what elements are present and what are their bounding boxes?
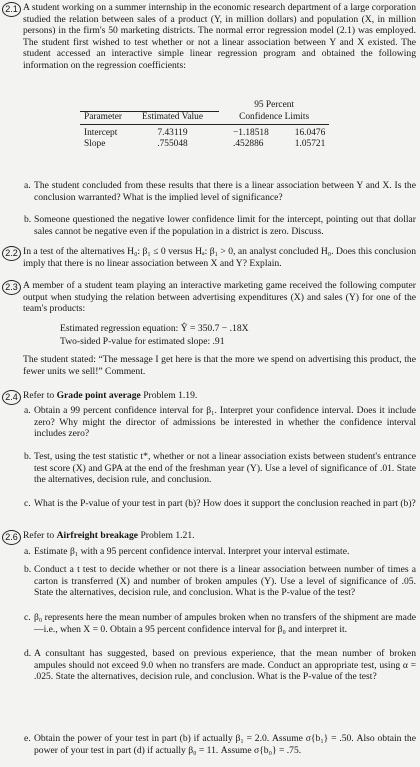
problem-2-6-part-e [24, 733, 416, 756]
col-confidence-limits: Confidence Limits [219, 112, 329, 125]
problem-2-4-part-b [24, 451, 416, 486]
part-text: β₀ represents here the mean number of ampules broken when no transfers of the shipment are made—i.e., when X = 0. Obtain a 95 percent confidence interval for β₀ and interpret it. [34, 612, 416, 635]
problem-2-6-part-d [24, 648, 416, 683]
part-text: Estimate β₁ with a 95 percent confidence interval. Interpret your interval estimate. [34, 546, 350, 557]
table-cell: Slope [84, 139, 106, 150]
table-cell: 7.43119 [157, 127, 188, 138]
lead-text: Refer to [23, 530, 55, 541]
problem-text: In a test of the alternatives H₀: β₁ ≤ 0 versus Hₐ: β₁ > 0, an analyst concluded H₀. Does this conclusion imply that there is no linear association between X and Y? Explain. [23, 246, 416, 269]
part-label: c. [24, 498, 31, 509]
lead-tail: Problem 1.21. [140, 530, 195, 541]
problem-number: 2.6 [2, 530, 21, 545]
col-estimated-value: Estimated Value [126, 112, 219, 125]
data-set-name: Grade point average [56, 390, 141, 401]
table-cell: 1.05721 [294, 139, 326, 150]
part-label: b. [24, 564, 32, 575]
problem-lead [23, 530, 416, 542]
problem-text: A student working on a summer internship in the economic research department of a large corporation studied the relation between sales of a product (Y, in million dollars) and population (X, in million persons) in the firm's 50 marketing districts. The normal error regression model (2.1) was employed. The student first wished to test whether or not a linear association between Y and X existed. The student accessed an interactive simple linear regression program and obtained the following information on the regression coefficients: [23, 2, 416, 71]
problem-number: 2.3 [2, 280, 21, 295]
lead-text: Refer to [23, 390, 55, 401]
problem-text: The student stated: “The message I get here is that the more we spend on advertising this product, the fewer units we sell!” Comment. [23, 354, 416, 377]
problem-2-4-part-c [24, 498, 416, 510]
part-text: Test, using the test statistic t*, whether or not a linear association exists between student's entrance test score (X) and GPA at the end of the freshman year (Y). Use a level of significance of .01. State the alternatives, decision rule, and conclusion. [34, 451, 416, 486]
part-text: Conduct a t test to decide whether or not there is a linear association between number of times a carton is transferred (X) and number of broken ampules (Y). Use a level of significance of .05. State the alternatives, decision rule, and conclusion. What is the P-value of the test? [34, 564, 416, 599]
problem-text: A member of a student team playing an interactive marketing game received the following computer output when studying the relation between advertising expenditures (X) and sales (Y) for one of the team's products: [23, 280, 416, 315]
problem-number: 2.4 [2, 390, 21, 405]
part-label: a. [24, 546, 31, 557]
col-parameter: Parameter [80, 112, 126, 125]
table-cell: Intercept [84, 127, 118, 138]
part-label: d. [24, 648, 32, 659]
problem-2-4-part-a [24, 405, 416, 440]
regression-equation: Estimated regression equation: Ŷ = 350.7 − .18X [60, 323, 249, 334]
problem-2-6-part-a [24, 546, 416, 558]
problem-2-1-part-a [24, 180, 416, 203]
problem-number: 2.1 [2, 2, 21, 17]
part-label: b. [24, 214, 32, 225]
part-label: b. [24, 451, 32, 462]
part-label: c. [24, 612, 31, 623]
table-cell: .755048 [157, 139, 188, 150]
problem-number: 2.2 [2, 246, 21, 261]
part-text: Someone questioned the negative lower confidence limit for the intercept, pointing out that dollar sales cannot be negative even if the population in a district is zero. Discuss. [34, 214, 416, 237]
part-label: a. [24, 180, 31, 191]
slope-p-value: Two-sided P-value for estimated slope: .91 [60, 336, 225, 347]
lead-tail: Problem 1.19. [143, 390, 198, 401]
data-set-name: Airfreight breakage [56, 530, 139, 541]
part-label: e. [24, 733, 31, 744]
table-cell: .452886 [233, 139, 264, 150]
coefficients-table [80, 100, 329, 151]
table-cell: 16.0476 [294, 127, 326, 138]
problem-2-6-part-c [24, 612, 416, 635]
problem-lead [23, 390, 416, 402]
problem-2-6-part-b [24, 564, 416, 599]
part-text: The student concluded from these results that there is a linear association between Y and X. Is the conclusion warranted? What is the implied level of significance? [34, 180, 416, 203]
part-text: Obtain the power of your test in part (b) if actually β₁ = 2.0. Assume σ{b₁} = .50. Also obtain the power of your test in part (d) if actually β₀ = 11. Assume σ{b₀} = .75. [34, 733, 416, 756]
part-label: a. [24, 405, 31, 416]
part-text: Obtain a 99 percent confidence interval for β₁. Interpret your confidence interval. Does it include zero? Why might the director of admissions be interested in whether the confidence interval includes zero? [34, 405, 416, 440]
ci-header: 95 Percent [254, 100, 295, 110]
part-text: What is the P-value of your test in part (b)? How does it support the conclusion reached in part (b)? [34, 498, 416, 509]
problem-2-1-part-b [24, 214, 416, 237]
part-text: A consultant has suggested, based on previous experience, that the mean number of broken ampules should not exceed 9.0 when no transfers are made. Conduct an appropriate test, using α = .025. State the alternatives, decision rule, and conclusion. What is the P-value of the test? [34, 648, 416, 683]
table-cell: −1.18518 [233, 127, 269, 138]
